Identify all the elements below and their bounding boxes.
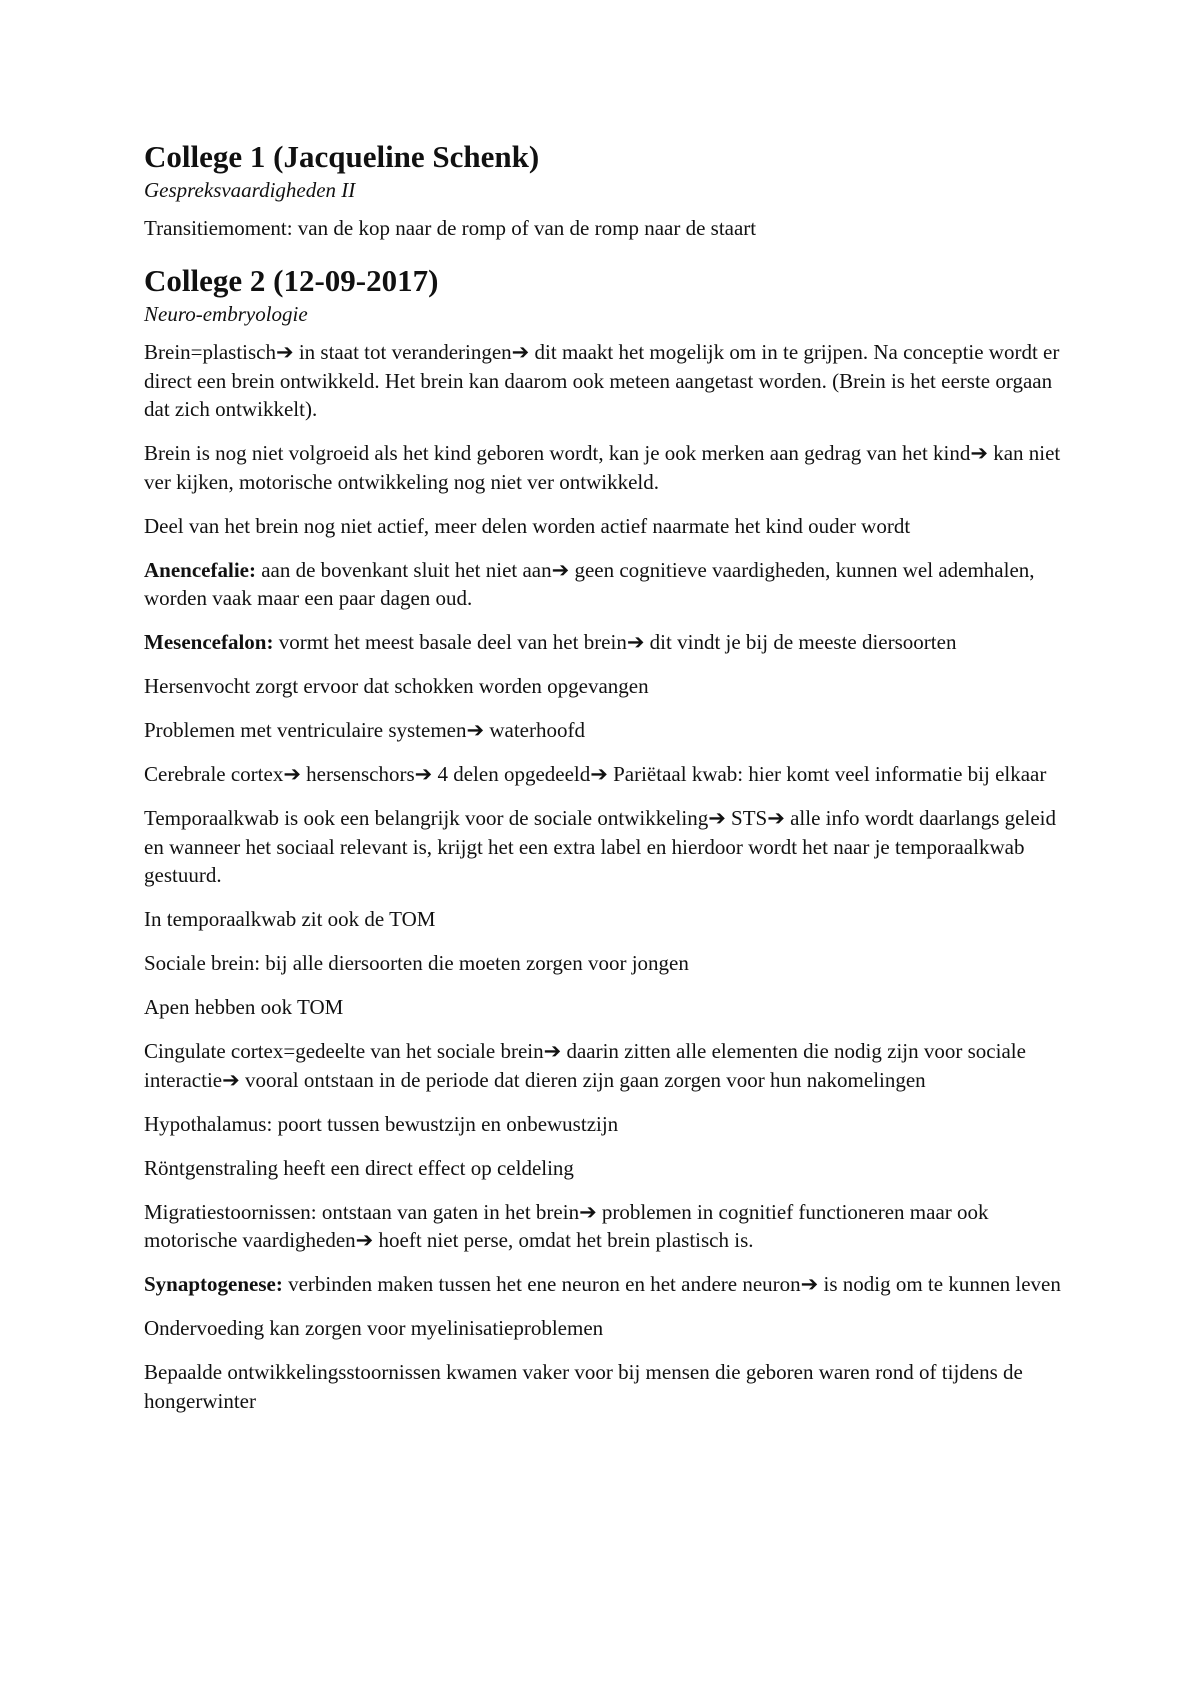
paragraph <box>144 1110 1074 1139</box>
paragraph-text: vormt het meest basale deel van het brein➔ dit vindt je bij de meeste diersoorten <box>273 630 957 654</box>
section-subtitle: Gespreksvaardigheden II <box>144 178 356 202</box>
paragraph-text: Hersenvocht zorgt ervoor dat schokken worden opgevangen <box>144 674 649 698</box>
paragraph <box>144 1270 1074 1299</box>
paragraph <box>144 338 1074 424</box>
paragraph <box>144 556 1074 613</box>
paragraph-text: Brein=plastisch➔ in staat tot veranderingen➔ dit maakt het mogelijk om in te grijpen. Na conceptie wordt er direct een brein ontwikkeld. Het brein kan daarom ook meteen aangetast worden. (Brein is het eerste orgaan dat zich ontwikkelt). <box>144 340 1060 421</box>
paragraph-text: Apen hebben ook TOM <box>144 995 344 1019</box>
section-heading: College 2 (12-09-2017) <box>144 263 439 298</box>
paragraph <box>144 949 1074 978</box>
paragraph-text: Deel van het brein nog niet actief, meer delen worden actief naarmate het kind ouder wordt <box>144 513 911 538</box>
paragraph <box>144 628 1074 657</box>
paragraph <box>144 905 1074 934</box>
term-label: Anencefalie: <box>144 557 256 582</box>
paragraph-text: Temporaalkwab is ook een belangrijk voor de sociale ontwikkeling➔ STS➔ alle info wordt daarlangs geleid en wanneer het sociaal relevant is, krijgt het een extra label en hierdoor wordt het naar je temporaalkwab gestuurd. <box>144 806 1056 887</box>
section-heading: College 1 (Jacqueline Schenk) <box>144 139 540 174</box>
paragraph-text: Problemen met ventriculaire systemen➔ waterhoofd <box>144 718 585 742</box>
paragraph-text: Migratiestoornissen: ontstaan van gaten in het brein➔ problemen in cognitief functioneren maar ook motorische vaardigheden➔ hoeft niet perse, omdat het brein plastisch is. <box>144 1199 989 1252</box>
paragraph-text: Bepaalde ontwikkelingsstoornissen kwamen vaker voor bij mensen die geboren waren rond of tijdens de hongerwinter <box>144 1360 1023 1413</box>
paragraph <box>144 1198 1074 1255</box>
paragraph-text: Transitiemoment: van de kop naar de romp of van de romp naar de staart <box>144 216 757 240</box>
term-label: Mesencefalon: <box>144 630 274 654</box>
paragraph <box>144 1358 1074 1415</box>
paragraph <box>144 804 1074 890</box>
paragraph-text: verbinden maken tussen het ene neuron en het andere neuron➔ is nodig om te kunnen leven <box>282 1272 1061 1296</box>
paragraph <box>144 1154 1074 1183</box>
paragraph-text: Sociale brein: bij alle diersoorten die moeten zorgen voor jongen <box>144 951 689 975</box>
document-page <box>144 138 1074 1431</box>
paragraph-text: Röntgenstraling heeft een direct effect op celdeling <box>144 1155 574 1180</box>
paragraph <box>144 760 1074 789</box>
paragraph-text: In temporaalkwab zit ook de TOM <box>144 907 436 931</box>
paragraph <box>144 214 1074 243</box>
section-subtitle: Neuro-embryologie <box>144 302 308 326</box>
paragraph <box>144 1314 1074 1343</box>
paragraph-text: Cingulate cortex=gedeelte van het sociale brein➔ daarin zitten alle elementen die nodig zijn voor sociale interactie➔ vooral ontstaan in de periode dat dieren zijn gaan zorgen voor hun nakomelingen <box>144 1039 1026 1092</box>
term-label: Synaptogenese: <box>144 1272 283 1296</box>
paragraph <box>144 716 1074 745</box>
paragraph-text: Hypothalamus: poort tussen bewustzijn en onbewustzijn <box>144 1111 619 1136</box>
paragraph-text: Cerebrale cortex➔ hersenschors➔ 4 delen opgedeeld➔ Pariëtaal kwab: hier komt veel informatie bij elkaar <box>144 762 1047 786</box>
paragraph <box>144 672 1074 701</box>
paragraph <box>144 512 1074 541</box>
paragraph <box>144 439 1074 496</box>
paragraph-text: aan de bovenkant sluit het niet aan➔ geen cognitieve vaardigheden, kunnen wel ademhalen, worden vaak maar een paar dagen oud. <box>144 557 1035 610</box>
paragraph-text: Ondervoeding kan zorgen voor myelinisatieproblemen <box>144 1316 604 1340</box>
paragraph <box>144 993 1074 1022</box>
paragraph-text: Brein is nog niet volgroeid als het kind geboren wordt, kan je ook merken aan gedrag van het kind➔ kan niet ver kijken, motorische ontwikkeling nog niet ver ontwikkeld. <box>144 441 1061 494</box>
paragraph <box>144 1037 1074 1094</box>
